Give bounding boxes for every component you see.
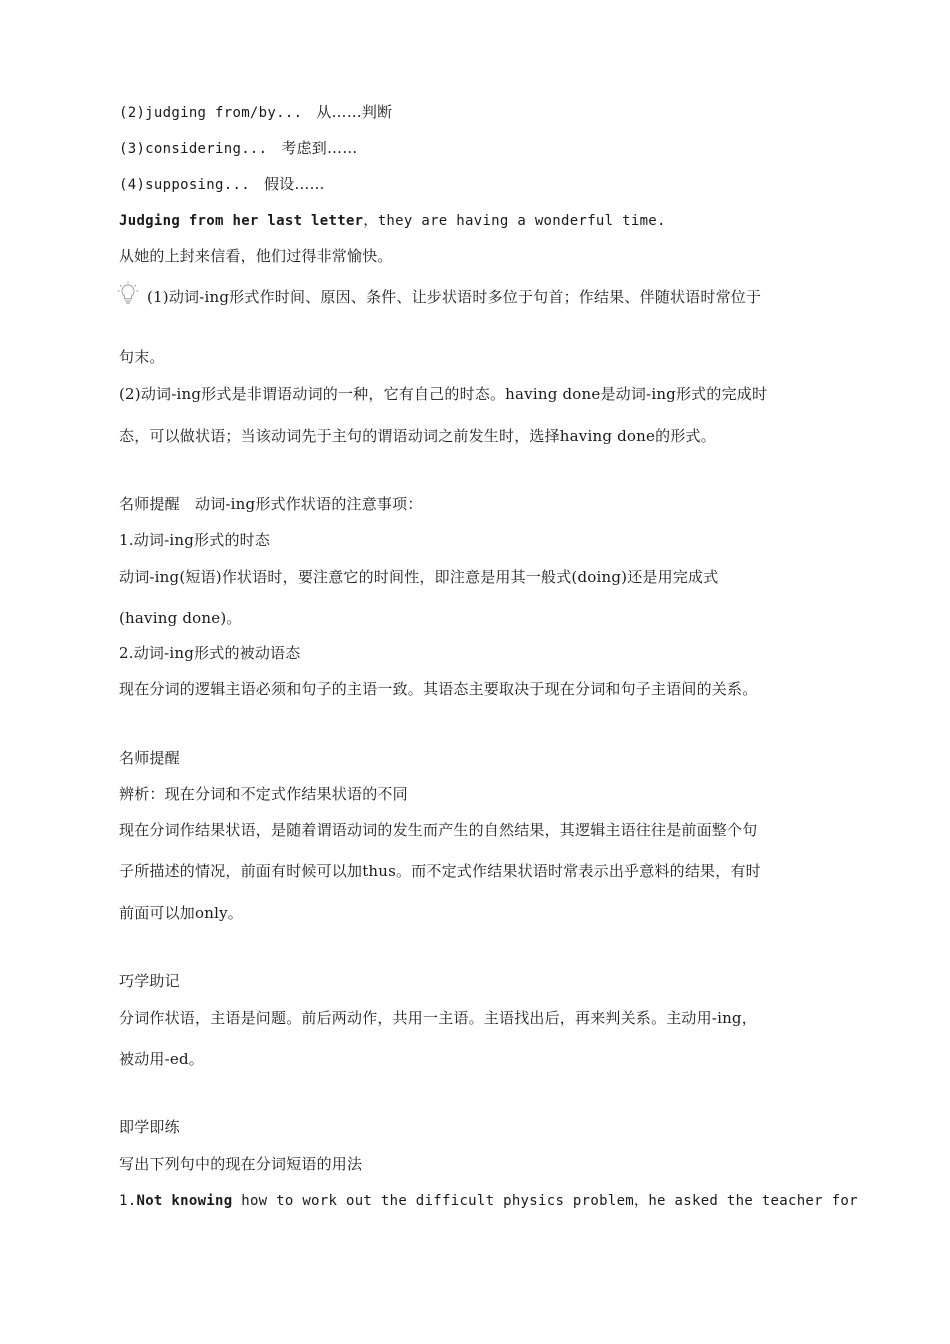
paragraph-line: 被动用-ed。 <box>119 1050 204 1068</box>
list-item: (3)considering... 考虑到…… <box>119 139 358 157</box>
paragraph-line: 现在分词作结果状语，是随着谓语动词的发生而产生的自然结果，其逻辑主语往往是前面整个句 <box>119 821 758 839</box>
paragraph-line: 动词-ing(短语)作状语时，要注意它的时间性，即注意是用其一般式(doing)还是用完成式 <box>119 568 719 586</box>
section-title: 巧学助记 <box>119 972 180 990</box>
list-item: (4)supposing... 假设…… <box>119 175 325 193</box>
section-title: 名师提醒 动词-ing形式作状语的注意事项： <box>119 495 423 513</box>
section-heading: 1.动词-ing形式的时态 <box>119 531 271 549</box>
paragraph-line: 前面可以加only。 <box>119 904 243 922</box>
paragraph-line: 现在分词的逻辑主语必须和句子的主语一致。其语态主要取决于现在分词和句子主语间的关系。 <box>119 680 758 698</box>
section-heading: 2.动词-ing形式的被动语态 <box>119 644 301 662</box>
tip-line: 态，可以做状语；当该动词先于主句的谓语动词之前发生时，选择having done的形式。 <box>119 427 716 445</box>
paragraph-line: 子所描述的情况，前面有时候可以加thus。而不定式作结果状语时常表示出乎意料的结果，有时 <box>119 862 761 880</box>
tip-line: (2)动词-ing形式是非谓语动词的一种，它有自己的时态。having done是动词-ing形式的完成时 <box>119 385 768 403</box>
section-title: 名师提醒 <box>119 749 180 767</box>
question-item: 1.Not knowing how to work out the difficult physics problem，he asked the teacher for <box>119 1193 858 1209</box>
example-sentence: Judging from her last letter，they are having a wonderful time. <box>119 213 666 229</box>
paragraph-line: 分词作状语，主语是问题。前后两动作，共用一主语。主语找出后，再来判关系。主动用-ing， <box>119 1009 757 1027</box>
lightbulb-icon <box>117 281 139 305</box>
paragraph-line: (having done)。 <box>119 609 242 627</box>
section-title: 即学即练 <box>119 1118 180 1136</box>
section-instruction: 写出下列句中的现在分词短语的用法 <box>119 1155 363 1173</box>
tip-line: 句末。 <box>119 348 165 366</box>
section-subtitle: 辨析：现在分词和不定式作结果状语的不同 <box>119 785 408 803</box>
example-translation: 从她的上封来信看，他们过得非常愉快。 <box>119 247 393 265</box>
tip-line: (1)动词-ing形式作时间、原因、条件、让步状语时多位于句首；作结果、伴随状语时常位于 <box>147 288 762 306</box>
list-item: (2)judging from/by... 从……判断 <box>119 103 393 121</box>
